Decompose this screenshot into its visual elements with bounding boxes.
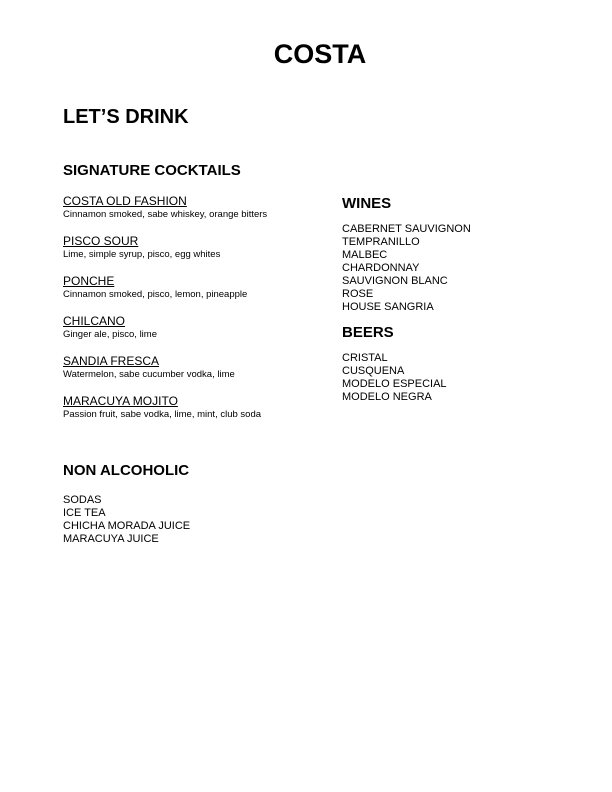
list-item: MALBEC: [342, 249, 388, 261]
list-item: HOUSE SANGRIA: [342, 301, 434, 313]
cocktail-link[interactable]: PISCO SOUR: [63, 234, 139, 248]
signature-cocktails-section: [63, 162, 333, 434]
non-alcoholic-heading: NON ALCOHOLIC: [63, 462, 190, 479]
cocktail-description: Passion fruit, sabe vodka, lime, mint, club soda: [63, 409, 262, 420]
cocktail-link[interactable]: SANDIA FRESCA: [63, 354, 160, 368]
cocktail-link[interactable]: CHILCANO: [63, 314, 126, 328]
beers-list: [342, 352, 582, 404]
list-item: ICE TEA: [63, 507, 106, 519]
list-item: CHARDONNAY: [342, 262, 420, 274]
non-alcoholic-list: [63, 494, 363, 546]
wines-section: [342, 195, 582, 314]
cocktail-description: Ginger ale, pisco, lime: [63, 329, 157, 340]
list-item: ROSE: [342, 288, 374, 300]
list-item: [63, 274, 333, 301]
list-item: CRISTAL: [342, 352, 388, 364]
cocktail-description: Cinnamon smoked, pisco, lemon, pineapple: [63, 289, 248, 300]
list-item: CABERNET SAUVIGNON: [342, 223, 471, 235]
beers-section: [342, 324, 582, 404]
wines-heading: WINES: [342, 195, 392, 212]
cocktail-description: Watermelon, sabe cucumber vodka, lime: [63, 369, 235, 380]
cocktail-link[interactable]: COSTA OLD FASHION: [63, 194, 187, 208]
list-item: [63, 194, 333, 221]
list-item: TEMPRANILLO: [342, 236, 420, 248]
list-item: MODELO ESPECIAL: [342, 378, 447, 390]
cocktail-link[interactable]: PONCHE: [63, 274, 115, 288]
signature-cocktails-heading: SIGNATURE COCKTAILS: [63, 162, 241, 179]
section-title: LET’S DRINK: [63, 106, 189, 128]
cocktail-description: Cinnamon smoked, sabe whiskey, orange bitters: [63, 209, 268, 220]
beers-heading: BEERS: [342, 324, 394, 341]
list-item: [63, 314, 333, 341]
wines-list: [342, 223, 582, 314]
list-item: MODELO NEGRA: [342, 391, 432, 403]
cocktail-link[interactable]: MARACUYA MOJITO: [63, 394, 178, 408]
list-item: SAUVIGNON BLANC: [342, 275, 448, 287]
non-alcoholic-section: [63, 462, 363, 546]
list-item: [63, 354, 333, 381]
cocktail-description: Lime, simple syrup, pisco, egg whites: [63, 249, 221, 260]
list-item: CUSQUENA: [342, 365, 405, 377]
list-item: [63, 394, 333, 421]
list-item: SODAS: [63, 494, 102, 506]
list-item: CHICHA MORADA JUICE: [63, 520, 191, 532]
page-title: COSTA: [273, 39, 367, 69]
list-item: MARACUYA JUICE: [63, 533, 159, 545]
list-item: [63, 234, 333, 261]
cocktail-list: [63, 194, 333, 421]
drinks-column: [342, 195, 582, 404]
